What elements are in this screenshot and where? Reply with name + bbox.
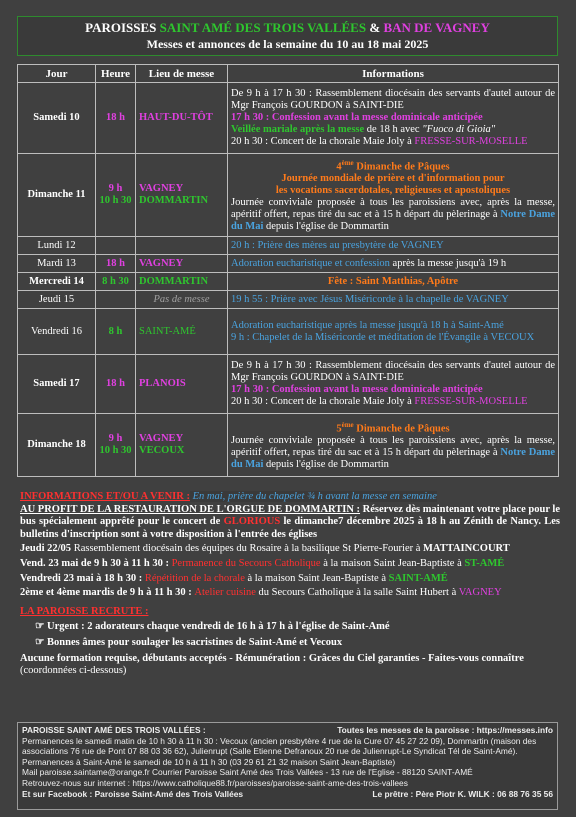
info-text xyxy=(231,124,555,136)
place-cell xyxy=(136,154,228,237)
info-span: 20 h 30 : Concert de la chorale Maie Joly à xyxy=(231,396,415,407)
announce-text: Permanence du Secours Catholique xyxy=(171,557,321,569)
table-row xyxy=(18,255,559,273)
announce-text: Atelier cuisine xyxy=(194,587,256,599)
mail-contact[interactable]: Mail paroisse.saintame@orange.fr Courrier Paroisse Saint Amé des Trois Vallées - 13 rue de l'Eglise - 88120 SAINT-AMÉ xyxy=(22,767,473,778)
hour-text: 9 h xyxy=(108,433,123,444)
info-cell: 19 h 55 : Prière avec Jésus Miséricorde à la chapelle de VAGNEY xyxy=(228,291,559,309)
col-header-heure: Heure xyxy=(96,65,136,83)
info-text xyxy=(231,435,555,471)
day-cell: Samedi 17 xyxy=(18,355,96,414)
header-paroisses: PAROISSES xyxy=(85,20,160,35)
info-span: Notre Dame du Mai xyxy=(231,209,555,233)
info-text xyxy=(231,396,555,408)
place-cell: VAGNEY xyxy=(136,255,228,273)
hand-pointer-icon: ☞ xyxy=(35,621,48,633)
announce-text: Répétition de la chorale xyxy=(144,572,245,584)
hour-text: 10 h 30 xyxy=(99,445,132,456)
info-text: 17 h 30 : Confession avant la messe dominicale anticipée xyxy=(231,112,483,123)
info-cell xyxy=(228,355,559,414)
info-span: depuis l'église de Dommartin xyxy=(263,221,389,233)
place-text: VAGNEY xyxy=(139,183,184,194)
footer-row xyxy=(22,725,553,736)
info-text xyxy=(231,419,555,436)
info-span: Adoration eucharistique et confession xyxy=(231,257,390,269)
info-span: "Fuoco di Gioia" xyxy=(422,124,496,135)
bulletin-header xyxy=(17,16,558,56)
glorious-name: GLORIOUS xyxy=(223,516,281,528)
day-cell: Samedi 10 xyxy=(18,83,96,154)
recrute-title: LA PAROISSE RECRUTE : xyxy=(20,605,149,617)
place-cell: HAUT-DU-TÔT xyxy=(136,83,228,154)
hour-cell: 8 h 30 xyxy=(96,273,136,291)
recrute-text: Aucune formation requise, débutants acceptés - Rémunération : Grâces du Ciel garanties - Faites-vous connaître xyxy=(20,652,524,664)
info-cell xyxy=(228,309,559,355)
info-span: de 18 h avec xyxy=(364,124,423,135)
announce-text: Rassemblement diocésain des équipes du Rosaire à la basilique St Pierre-Fourier à xyxy=(71,543,424,555)
organ-text: Réservez dès maintenant votre place pour le bus spécialement apprêté pour le concert de xyxy=(20,503,560,528)
header-subtitle: Messes et annonces de la semaine du 10 au 18 mai 2025 xyxy=(146,37,429,51)
info-cell xyxy=(228,154,559,237)
table-row xyxy=(18,83,559,154)
header-saint-ame: SAINT AMÉ DES TROIS VALLÉES xyxy=(159,20,367,35)
announcements xyxy=(20,491,560,678)
hour-cell xyxy=(96,291,136,309)
table-row xyxy=(18,237,559,255)
table-row xyxy=(18,309,559,355)
organ-title: AU PROFIT DE LA RESTAURATION DE L'ORGUE DE DOMMARTIN : xyxy=(20,503,361,515)
recrute-item xyxy=(20,621,560,634)
hour-cell: 18 h xyxy=(96,83,136,154)
info-span: FRESSE-SUR-MOSELLE xyxy=(414,396,528,407)
place-cell: Pas de messe xyxy=(136,291,228,309)
footer-row xyxy=(22,789,553,800)
info-title: INFORMATIONS ET/OU A VENIR : xyxy=(20,491,190,502)
info-cell xyxy=(228,414,559,477)
info-text: De 9 h à 17 h 30 : Rassemblement diocésain des servants d'autel autour de Mgr François GOURDON à SAINT-DIE xyxy=(231,88,555,111)
announce-place: VAGNEY xyxy=(458,587,502,599)
header-amp: & xyxy=(366,20,384,35)
announce-text: du Secours Catholique à la salle Saint Hubert à xyxy=(255,587,459,599)
announce-place: SAINT-AMÉ xyxy=(388,572,448,584)
info-text: 17 h 30 : Confession avant la messe dominicale anticipée xyxy=(231,384,483,395)
day-cell: Mercredi 14 xyxy=(18,273,96,291)
announce-text: à la maison Saint Jean-Baptiste à xyxy=(320,557,465,569)
hour-text: 10 h 30 xyxy=(99,195,132,206)
place-text: DOMMARTIN xyxy=(139,195,209,206)
info-text: 9 h : Chapelet de la Miséricorde et méditation de l'Évangile à VECOUX xyxy=(231,331,535,343)
info-span: Dimanche de Pâques xyxy=(353,161,450,173)
messes-link[interactable]: Toutes les messes de la paroisse : https://messes.info xyxy=(337,725,553,735)
info-span: Veillée mariale après la messe xyxy=(231,124,365,135)
announce-text: à la maison Saint Jean-Baptiste à xyxy=(244,572,389,584)
cuisine-line xyxy=(20,587,560,600)
col-header-lieu: Lieu de messe xyxy=(136,65,228,83)
day-cell: Lundi 12 xyxy=(18,237,96,255)
recrute-text: (coordonnées ci-dessous) xyxy=(20,665,127,677)
place-cell xyxy=(136,414,228,477)
announce-date: Jeudi 22/05 xyxy=(20,543,72,555)
info-span: 5 xyxy=(336,423,342,435)
day-cell: Vendredi 16 xyxy=(18,309,96,355)
info-text xyxy=(231,197,555,233)
day-cell: Mardi 13 xyxy=(18,255,96,273)
info-span: ème xyxy=(341,420,354,429)
table-row xyxy=(18,355,559,414)
secours-line xyxy=(20,558,560,571)
facebook-link[interactable]: Et sur Facebook : Paroisse Saint-Amé des Trois Vallées xyxy=(22,788,244,799)
announce-date: Vend. 23 mai de 9 h 30 à 11 h 30 : xyxy=(20,557,172,569)
place-text: VECOUX xyxy=(139,445,185,456)
hour-cell: 18 h xyxy=(96,255,136,273)
table-row xyxy=(18,291,559,309)
info-text: De 9 h à 17 h 30 : Rassemblement diocésain des servants d'autel autour de Mgr François GOURDON à SAINT-DIE xyxy=(231,360,555,383)
priest-contact: Le prêtre : Père Piotr K. WILK : 06 88 76 35 56 xyxy=(372,788,553,799)
info-cell: 20 h : Prière des mères au presbytère de VAGNEY xyxy=(228,237,559,255)
announce-place: MATTAINCOURT xyxy=(423,543,510,555)
hour-cell xyxy=(96,154,136,237)
hour-text: 9 h xyxy=(108,183,123,194)
info-span: ème xyxy=(341,158,354,167)
table-row xyxy=(18,414,559,477)
col-header-informations: Informations xyxy=(228,65,559,83)
hour-cell xyxy=(96,414,136,477)
info-span: Dimanche de Pâques xyxy=(353,423,450,435)
announce-place: ST-AMÉ xyxy=(464,557,505,569)
place-cell: PLANOIS xyxy=(136,355,228,414)
info-span: FRESSE-SUR-MOSELLE xyxy=(414,136,528,147)
place-cell xyxy=(136,237,228,255)
permanence-saint-ame: Permanences à Saint-Amé le samedi de 10 h à 11 h 30 (03 29 61 21 32 maison Saint Jean-Baptiste) xyxy=(22,756,396,767)
rosaire-line xyxy=(20,543,560,556)
place-cell: DOMMARTIN xyxy=(136,273,228,291)
chapelet-note: En mai, prière du chapelet ¾ h avant la messe en semaine xyxy=(189,491,437,502)
day-cell: Dimanche 18 xyxy=(18,414,96,477)
info-text: Journée mondiale de prière et d'information pour xyxy=(281,173,505,185)
info-span: 20 h 30 : Concert de la chorale Maie Joly à xyxy=(231,136,415,147)
place-cell: SAINT-AMÉ xyxy=(136,309,228,355)
info-cell: Fête : Saint Matthias, Apôtre xyxy=(228,273,559,291)
info-heading-line xyxy=(20,491,560,504)
website-link[interactable]: Retrouvez-nous sur internet : https://www.catholique88.fr/paroisses/paroisse-saint-ame-des-trois-vallees xyxy=(22,777,408,788)
day-cell: Jeudi 15 xyxy=(18,291,96,309)
schedule-table xyxy=(17,64,559,477)
info-span: Notre Dame du Mai xyxy=(231,447,555,471)
table-row xyxy=(18,273,559,291)
day-cell: Dimanche 11 xyxy=(18,154,96,237)
info-span: 4 xyxy=(336,161,342,173)
announce-date: 2ème et 4ème mardis de 9 h à 11 h 30 : xyxy=(20,587,195,599)
hour-cell xyxy=(96,237,136,255)
permanences-text: Permanences le samedi matin de 10 h 30 à 11 h 30 : Vecoux (ancien presbytère 4 rue de la Cure 07 45 27 22 09), Dommartin (maison des associations 76 rue de Pont 07 88 03 36 62), Julienrupt (Salle Etienne Defranoux 20 rue de Julienrupt-Le Syndicat Tél de Saint-Amé). xyxy=(22,735,537,757)
organ-text: le dimanche7 décembre 2025 à 18 h au Zénith de Nancy. Les bulletins d'inscription sont à votre disposition à l'entrée des églises xyxy=(20,516,560,540)
announce-date: Vendredi 23 mai à 18 h 30 : xyxy=(20,572,145,584)
col-header-jour: Jour xyxy=(18,65,96,83)
recrute-item xyxy=(20,637,560,650)
table-header-row xyxy=(18,65,559,83)
info-span: après la messe jusqu'à 19 h xyxy=(389,257,507,269)
hand-pointer-icon: ☞ xyxy=(35,636,48,648)
organ-announcement xyxy=(20,504,560,542)
info-text: Adoration eucharistique après la messe jusqu'à 18 h à Saint-Amé xyxy=(231,319,504,331)
contact-footer xyxy=(17,722,558,810)
place-text: VAGNEY xyxy=(139,433,184,444)
info-span: Journée conviviale proposée à tous les paroissiens avec, après la messe, apéritif offert, repas tiré du sac et à 15 h départ du pèlerinage à xyxy=(231,435,555,459)
info-span: Journée conviviale proposée à tous les paroissiens avec, après la messe, apéritif offert, repas tiré du sac et à 15 h départ du pèlerinage à xyxy=(231,197,555,221)
hour-cell: 8 h xyxy=(96,309,136,355)
parish-name: PAROISSE SAINT AMÉ DES TROIS VALLÉES : xyxy=(22,725,206,735)
table-row xyxy=(18,154,559,237)
recrute-text: Urgent : 2 adorateurs chaque vendredi de 16 h à 17 h à l'église de Saint-Amé xyxy=(47,621,390,633)
recrute-conditions xyxy=(20,653,560,678)
info-text: les vocations sacerdotales, religieuses et apostoliques xyxy=(275,185,511,197)
header-title xyxy=(18,20,557,36)
info-cell xyxy=(228,83,559,154)
info-cell xyxy=(228,255,559,273)
header-ban-de-vagney: BAN DE VAGNEY xyxy=(383,20,490,35)
info-text xyxy=(231,136,555,148)
info-span: depuis l'église de Dommartin xyxy=(263,459,389,471)
chorale-line xyxy=(20,573,560,586)
recrute-text: Bonnes âmes pour soulager les sacristines de Saint-Amé et Vecoux xyxy=(47,636,343,648)
hour-cell: 18 h xyxy=(96,355,136,414)
info-text xyxy=(231,157,555,174)
